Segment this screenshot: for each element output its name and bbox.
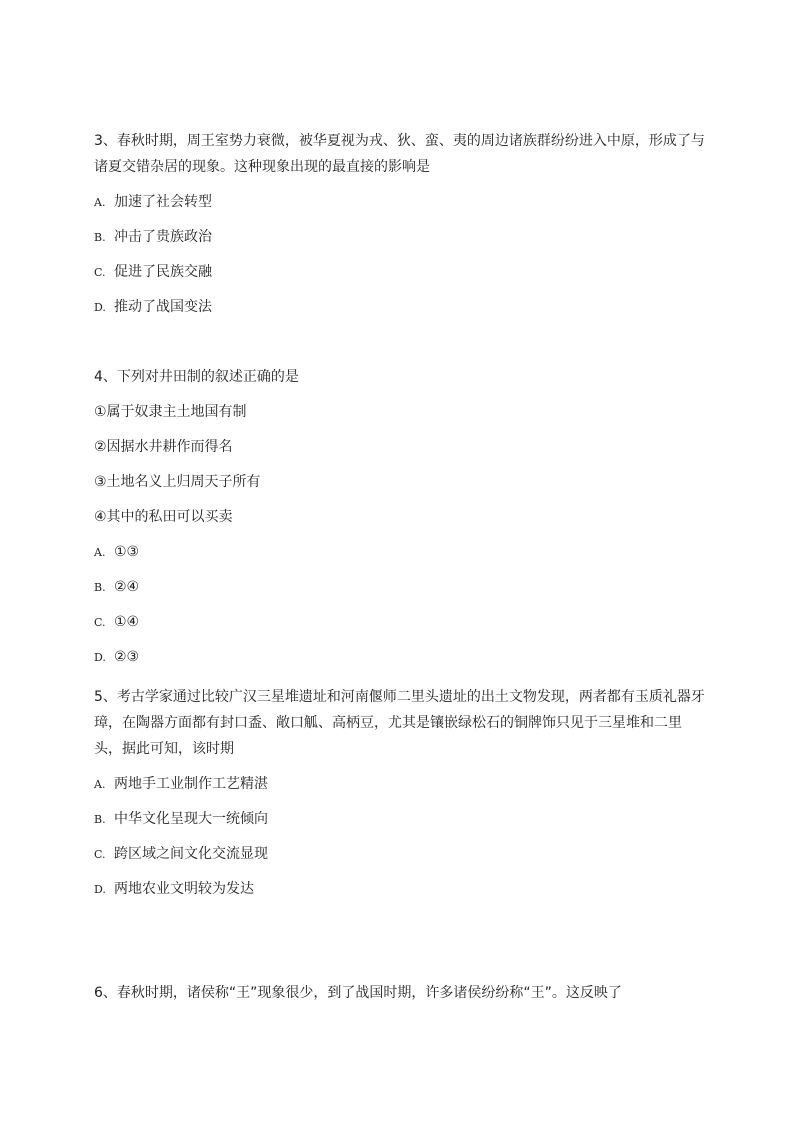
option-letter: B. bbox=[94, 581, 106, 594]
question-4 bbox=[94, 364, 706, 679]
option-a[interactable] bbox=[94, 771, 706, 806]
option-d[interactable] bbox=[94, 876, 706, 911]
option-text: 推动了战国变法 bbox=[114, 299, 212, 315]
option-b[interactable] bbox=[94, 574, 706, 609]
option-text: ①④ bbox=[114, 614, 140, 630]
option-text: ①③ bbox=[114, 544, 140, 560]
option-b[interactable] bbox=[94, 224, 706, 259]
option-a[interactable] bbox=[94, 189, 706, 224]
option-text: 加速了社会转型 bbox=[114, 194, 212, 210]
option-letter: A. bbox=[94, 196, 106, 209]
option-b[interactable] bbox=[94, 806, 706, 841]
option-letter: C. bbox=[94, 616, 106, 629]
option-text: ②③ bbox=[114, 649, 140, 665]
option-c[interactable] bbox=[94, 841, 706, 876]
question-stem: 6、春秋时期，诸侯称“王”现象很少，到了战国时期，许多诸侯纷纷称“王”。这反映了 bbox=[94, 985, 622, 1001]
statement-3: ③土地名义上归周天子所有 bbox=[94, 474, 261, 490]
option-text: 两地手工业制作工艺精湛 bbox=[114, 776, 268, 792]
question-stem: 3、春秋时期，周王室势力衰微，被华夏视为戎、狄、蛮、夷的周边诸族群纷纷进入中原，形成了与诸夏交错杂居的现象。这种现象出现的最直接的影响是 bbox=[94, 133, 705, 175]
option-letter: D. bbox=[94, 651, 106, 664]
option-letter: A. bbox=[94, 778, 106, 791]
option-text: ②④ bbox=[114, 579, 140, 595]
question-3 bbox=[94, 128, 706, 329]
option-letter: B. bbox=[94, 813, 106, 826]
option-letter: D. bbox=[94, 883, 106, 896]
option-d[interactable] bbox=[94, 644, 706, 679]
question-stem: 4、下列对井田制的叙述正确的是 bbox=[94, 369, 299, 385]
option-text: 中华文化呈现大一统倾向 bbox=[114, 811, 268, 827]
option-letter: B. bbox=[94, 231, 106, 244]
option-d[interactable] bbox=[94, 294, 706, 329]
option-text: 冲击了贵族政治 bbox=[114, 229, 212, 245]
question-5 bbox=[94, 684, 706, 911]
option-letter: A. bbox=[94, 546, 106, 559]
option-text: 两地农业文明较为发达 bbox=[114, 881, 254, 897]
option-letter: C. bbox=[94, 848, 106, 861]
statement-4: ④其中的私田可以买卖 bbox=[94, 509, 233, 525]
option-c[interactable] bbox=[94, 609, 706, 644]
question-6 bbox=[94, 980, 706, 1015]
option-c[interactable] bbox=[94, 259, 706, 294]
option-letter: D. bbox=[94, 301, 106, 314]
option-letter: C. bbox=[94, 266, 106, 279]
question-stem: 5、考古学家通过比较广汉三星堆遗址和河南偃师二里头遗址的出土文物发现，两者都有玉质礼器牙璋，在陶器方面都有封口盉、敞口觚、高柄豆，尤其是镶嵌绿松石的铜牌饰只见于三星堆和二里头，据此可知，该时期 bbox=[94, 689, 705, 757]
statement-2: ②因据水井耕作而得名 bbox=[94, 439, 233, 455]
option-a[interactable] bbox=[94, 539, 706, 574]
statement-1: ①属于奴隶主土地国有制 bbox=[94, 404, 247, 420]
option-text: 跨区域之间文化交流显现 bbox=[114, 846, 268, 862]
option-text: 促进了民族交融 bbox=[114, 264, 212, 280]
